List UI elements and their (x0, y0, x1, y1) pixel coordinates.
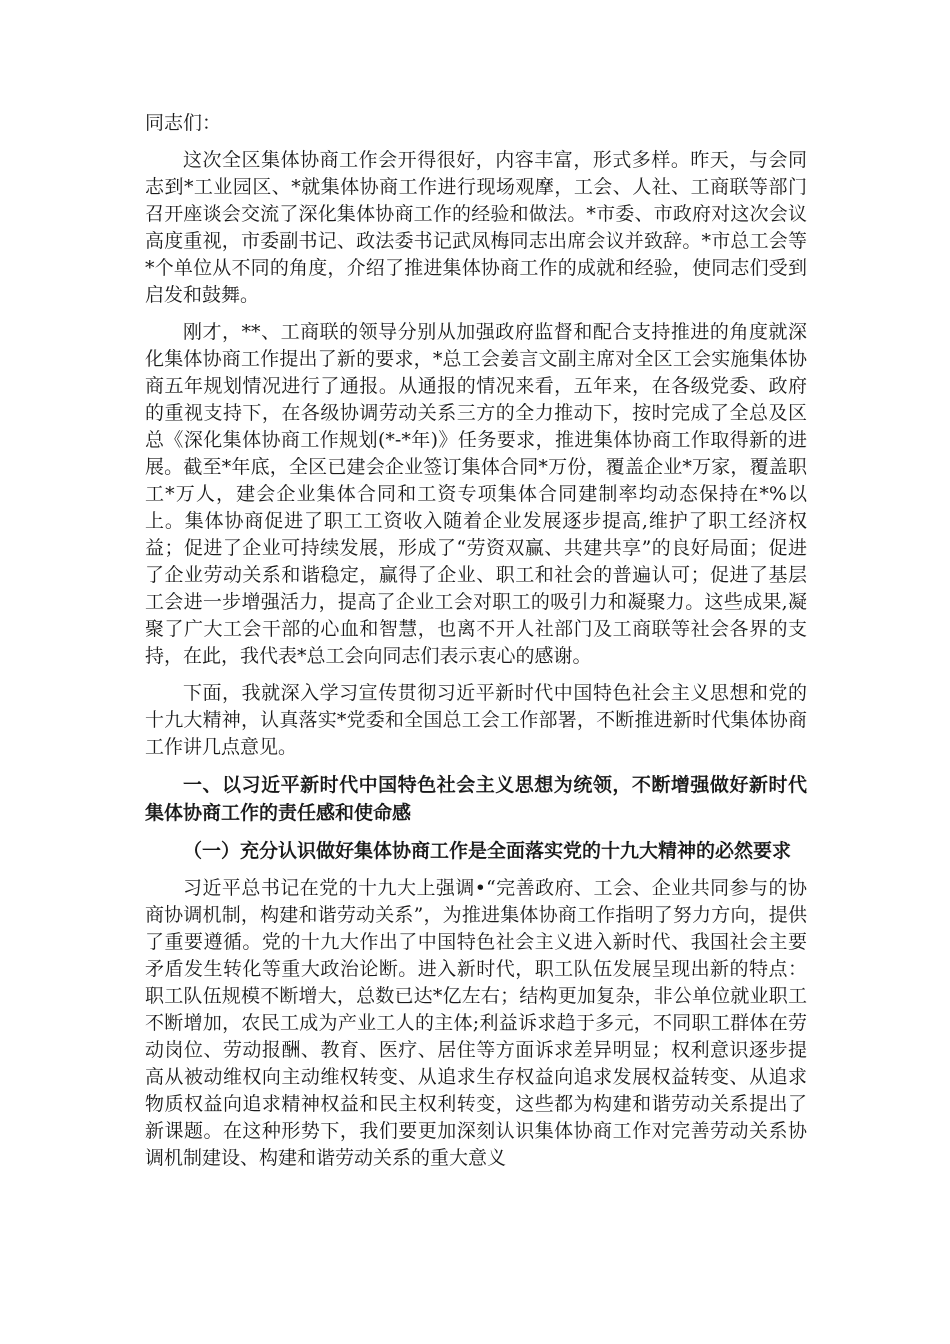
salutation: 同志们： (145, 112, 222, 134)
paragraph-opening: 这次全区集体协商工作会开得很好，内容丰富，形式多样。昨天，与会同志到*工业园区、*就集体协商工作进行现场观摩，工会、人社、工商联等部门召开座谈会交流了深化集体协商工作的经验和做法。*市委、市政府对这次会议高度重视，市委副书记、政法委书记武凤梅同志出席会议并致辞。*市总工会等*个单位从不同的角度，介绍了推进集体协商工作的成就和经验，使同志们受到启发和鼓舞。 (145, 149, 807, 306)
document-page (145, 110, 807, 1182)
paragraph-review: 刚才，**、工商联的领导分别从加强政府监督和配合支持推进的角度就深化集体协商工作提出了新的要求，*总工会姜言文副主席对全区工会实施集体协商五年规划情况进行了通报。从通报的情况来看，五年来，在各级党委、政府的重视支持下，在各级协调劳动关系三方的全力推动下，按时完成了全总及区总《深化集体协商工作规划(*-*年)》任务要求，推进集体协商工作取得新的进展。截至*年底，全区已建会企业签订集体合同*万份，覆盖企业*万家，覆盖职工*万人，建会企业集体合同和工资专项集体合同建制率均动态保持在*%以上。集体协商促进了职工工资收入随着企业发展逐步提高,维护了职工经济权益；促进了企业可持续发展，形成了“劳资双赢、共建共享”的良好局面；促进了企业劳动关系和谐稳定，赢得了企业、职工和社会的普遍认可；促进了基层工会进一步增强活力，提高了企业工会对职工的吸引力和凝聚力。这些成果,凝聚了广大工会干部的心血和智慧，也离不开人社部门及工商联等社会各界的支持，在此，我代表*总工会向同志们表示衷心的感谢。 (145, 321, 807, 667)
paragraph-intro: 下面，我就深入学习宣传贯彻习近平新时代中国特色社会主义思想和党的十九大精神，认真落实*党委和全国总工会工作部署，不断推进新时代集体协商工作讲几点意见。 (145, 682, 807, 758)
paragraph-body: 习近平总书记在党的十九大上强调•“完善政府、工会、企业共同参与的协商协调机制，构建和谐劳动关系”，为推进集体协商工作指明了努力方向，提供了重要遵循。党的十九大作出了中国特色社会主义进入新时代、我国社会主要矛盾发生转化等重大政治论断。进入新时代，职工队伍发展呈现出新的特点：职工队伍规模不断增大，总数已达*亿左右；结构更加复杂，非公单位就业职工不断增加，农民工成为产业工人的主体;利益诉求趋于多元，不同职工群体在劳动岗位、劳动报酬、教育、医疗、居住等方面诉求差异明显；权利意识逐步提高从被动维权向主动维权转变、从追求生存权益向追求发展权益转变、从追求物质权益向追求精神权益和民主权利转变，这些都为构建和谐劳动关系提出了新课题。在这种形势下，我们要更加深刻认识集体协商工作对完善劳动关系协调机制建设、构建和谐劳动关系的重大意义 (145, 877, 807, 1169)
subsection-heading-1: （一）充分认识做好集体协商工作是全面落实党的十九大精神的必然要求 (183, 840, 792, 862)
section-heading-1: 一、以习近平新时代中国特色社会主义思想为统领，不断增强做好新时代集体协商工作的责任感和使命感 (145, 774, 807, 824)
